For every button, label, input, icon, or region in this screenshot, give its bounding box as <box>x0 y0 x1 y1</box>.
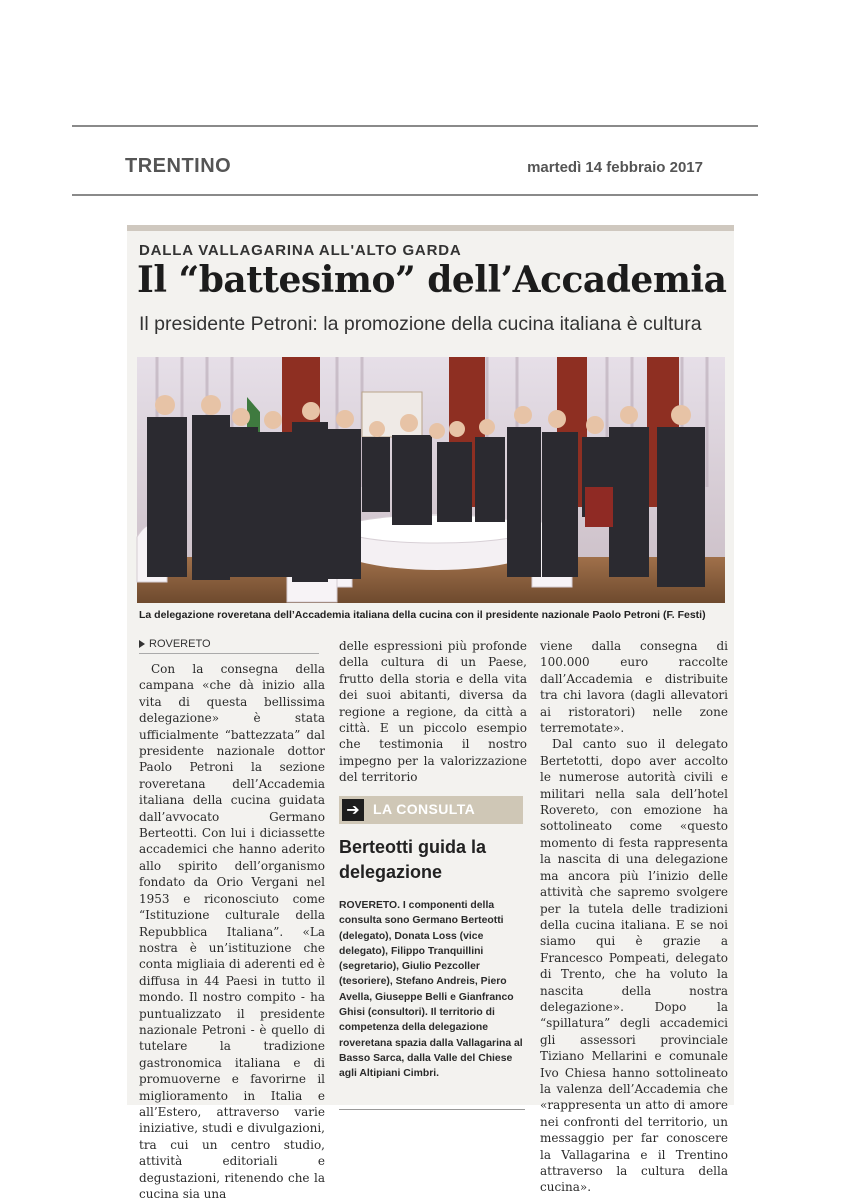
location-tag-rule <box>139 653 319 654</box>
location-tag <box>139 638 211 650</box>
article-headline: Il “battesimo” dell’Accademia <box>137 259 727 301</box>
article-kicker: DALLA VALLAGARINA ALL'ALTO GARDA <box>139 242 462 259</box>
sidebar-label-text: LA CONSULTA <box>373 801 476 817</box>
article-column-2 <box>339 638 527 786</box>
photo-caption: La delegazione roveretana dell’Accademia italiana della cucina con il presidente nazionale Paolo Petroni (F. Festi) <box>139 609 706 621</box>
article-column-3 <box>540 638 728 1196</box>
arrow-right-icon: ➔ <box>342 799 364 821</box>
masthead-top-rule <box>72 125 758 127</box>
sidebar-box-label <box>339 796 523 824</box>
clipping-top-bar <box>127 225 734 231</box>
sidebar-box-title: Berteotti guida la delegazione <box>339 837 487 882</box>
column-1-text: Con la consegna della campana «che dà inizio alla vita di questa bellissima delegazione» è stata ufficialmente “battezzata” dal presidente nazionale dottor Paolo Petroni la sezione roveretana dell’Accademia italiana della cucina guidata dall’avvocato Germano Berteotti. Con lui i diciassette accademici che hanno aderito allo spirito dell’organismo fondato da Orio Vergani nel 1953 e riconosciuto come “Istituzione culturale della Repubblica Italiana”. «La nostra è un’istituzione che conta migliaia di aderenti ed è diffusa in 44 Paesi in tutto il mondo. Il nostro compito - ha puntualizzato il presidente nazionale Petroni - è quello di tutelare la tradizione gastronomica italiana e di promuoverne e favorirne il miglioramento in Italia e all’Estero, attraverso varie iniziative, studi e divulgazioni, tra cui un centro studio, attività editoriali e degustazioni, ritenendo che la cucina sia una <box>139 662 326 1201</box>
column-3-paragraph-2: Dal canto suo il delegato Bertetotti, dopo aver accolto le numerose autorità civili e militari nella sala dell’hotel Rovereto, con emozione ha sottolineato come «questo momento di festa rappresenta la nascita di una delegazione ma ancora più l’inizio delle attività che sapremo svolgere per la tutela delle tradizioni della cucina italiana. E se noi siamo qui è grazie a Francesco Pompeati, delegato di Trento, che ha voluto la nascita della nostra delegazione». Dopo la “spillatura” degli accademici gli assessori provinciale Tiziano Mellarini e comunale Ivo Chiesa hanno sottolineato la valenza dell’Accademia che «rappresenta un atto di amore nei confronti del territorio, un messaggio per far conoscere la Vallagarina e il Trentino attraverso la cultura della cucina». <box>540 737 728 1195</box>
group-photo <box>137 357 725 603</box>
article-column-1 <box>139 661 325 1202</box>
newspaper-clipping <box>127 225 734 1201</box>
column-3-paragraph-1: viene dalla consegna di 100.000 euro raccolte dall’Accademia e distribuite tra chi lavora (dagli allevatori ai ristoratori) nelle zone terremotate». <box>540 639 728 736</box>
publication-name: TRENTINO <box>125 155 232 177</box>
location-tag-label: ROVERETO <box>149 638 211 650</box>
sidebar-box-end-rule <box>339 1109 525 1110</box>
triangle-right-icon <box>139 640 145 648</box>
publication-date: martedì 14 febbraio 2017 <box>527 159 703 176</box>
column-2-text: delle espressioni più profonde della cultura di un Paese, frutto della storia e della vita dei suoi abitanti, diversa da regione a regione, da città a città. E un piccolo esempio che testimonia il nostro impegno per la valorizzazione del territorio <box>339 639 527 785</box>
masthead-bottom-rule <box>72 194 758 196</box>
article-subhead: Il presidente Petroni: la promozione della cucina italiana è cultura <box>139 313 702 335</box>
sidebar-box-body: ROVERETO. I componenti della consulta sono Germano Berteotti (delegato), Donata Loss (vice delegato), Filippo Tranquillini (segretario), Giulio Pezcoller (tesoriere), Stefano Andreis, Piero Avella, Giuseppe Belli e Gianfranco Ghisi (consultori). Il territorio di competenza della delegazione roveretana spazia dalla Vallagarina al Basso Sarca, dalla Valle del Chiese agli Altipiani Cimbri. <box>339 900 523 1080</box>
